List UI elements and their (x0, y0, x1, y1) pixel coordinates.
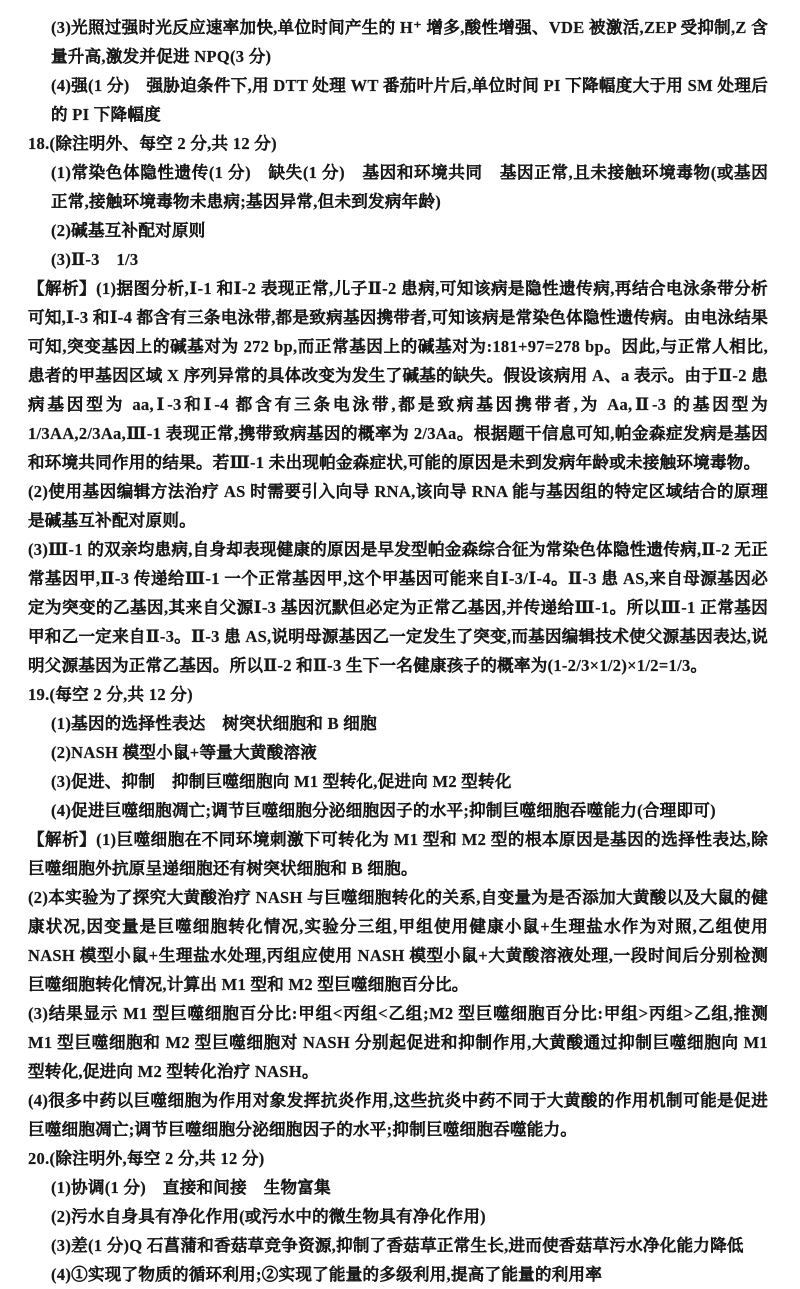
q17-answer-item-3: (3)光照过强时光反应速率加快,单位时间产生的 H⁺ 增多,酸性增强、VDE 被激活,ZEP 受抑制,Z 含量升高,激发并促进 NPQ(3 分) (51, 18, 768, 66)
q19-answer-item-3: (3)促进、抑制 抑制巨噬细胞向 M1 型转化,促进向 M2 型转化 (51, 772, 512, 791)
q19-analysis-paragraph-3: (3)结果显示 M1 型巨噬细胞百分比:甲组<丙组<乙组;M2 型巨噬细胞百分比:甲组>丙组>乙组,推测 M1 型巨噬细胞和 M2 型巨噬细胞对 NASH 分别起促进和抑制作用,大黄酸通过抑制巨噬细胞向 M1 型转化,促进向 M2 型转化治疗 NASH。 (28, 1004, 768, 1081)
q19-analysis-paragraph-1: 【解析】(1)巨噬细胞在不同环境刺激下可转化为 M1 型和 M2 型的根本原因是基因的选择性表达,除巨噬细胞外抗原呈递细胞还有树突状细胞和 B 细胞。 (28, 830, 768, 878)
q19-analysis-paragraph-2: (2)本实验为了探究大黄酸治疗 NASH 与巨噬细胞转化的关系,自变量为是否添加大黄酸以及大鼠的健康状况,因变量是巨噬细胞转化情况,实验分三组,甲组使用健康小鼠+生理盐水作为对照,乙组使用 NASH 模型小鼠+生理盐水处理,丙组应使用 NASH 模型小鼠+大黄酸溶液处理,一段时间后分别检测巨噬细胞转化情况,计算出 M1 型和 M2 型巨噬细胞百分比。 (28, 888, 768, 994)
q18-answer-item-1: (1)常染色体隐性遗传(1 分) 缺失(1 分) 基因和环境共同 基因正常,且未接触环境毒物(或基因正常,接触环境毒物未患病;基因异常,但未到发病年龄) (51, 163, 768, 211)
q18-answer-item-2: (2)碱基互补配对原则 (51, 221, 206, 240)
q18-heading: 18.(除注明外、每空 2 分,共 12 分) (28, 134, 277, 153)
q18-answer-item-3: (3)Ⅱ-3 1/3 (51, 250, 139, 269)
q20-answer-item-2: (2)污水自身具有净化作用(或污水中的微生物具有净化作用) (51, 1207, 486, 1226)
q20-answer-item-1: (1)协调(1 分) 直接和间接 生物富集 (51, 1178, 331, 1197)
q17-answer-item-4: (4)强(1 分) 强胁迫条件下,用 DTT 处理 WT 番茄叶片后,单位时间 PI 下降幅度大于用 SM 处理后的 PI 下降幅度 (51, 76, 768, 124)
q19-answer-item-4: (4)促进巨噬细胞凋亡;调节巨噬细胞分泌细胞因子的水平;抑制巨噬细胞吞噬能力(合理即可) (51, 801, 716, 820)
q18-analysis-paragraph-3: (3)Ⅲ-1 的双亲均患病,自身却表现健康的原因是早发型帕金森综合征为常染色体隐性遗传病,Ⅱ-2 无正常基因甲,Ⅱ-3 传递给Ⅲ-1 一个正常基因甲,这个甲基因可能来自Ⅰ-3/Ⅰ-4。Ⅱ-3 患 AS,来自母源基因必定为突变的乙基因,其来自父源Ⅰ-3 基因沉默但必定为正常乙基因,并传递给Ⅲ-1。所以Ⅲ-1 正常基因甲和乙一定来自Ⅱ-3。Ⅱ-3 患 AS,说明母源基因乙一定发生了突变,而基因编辑技术使父源基因表达,说明父源基因为正常乙基因。所以Ⅱ-2 和Ⅱ-3 生下一名健康孩子的概率为(1-2/3×1/2)×1/2=1/3。 (28, 540, 768, 675)
q18-analysis-paragraph-1: 【解析】(1)据图分析,Ⅰ-1 和Ⅰ-2 表现正常,儿子Ⅱ-2 患病,可知该病是隐性遗传病,再结合电泳条带分析可知,Ⅰ-3 和Ⅰ-4 都含有三条电泳带,都是致病基因携带者,可知该病是常染色体隐性遗传病。由电泳结果可知,突变基因上的碱基对为 272 bp,而正常基因上的碱基对为:181+97=278 bp。因此,与正常人相比,患者的甲基因区域 X 序列异常的具体改变为发生了碱基的缺失。假设该病用 A、a 表示。由于Ⅱ-2 患病基因型为 aa,Ⅰ-3和Ⅰ-4 都含有三条电泳带,都是致病基因携带者,为 Aa,Ⅱ-3 的基因型为 1/3AA,2/3Aa,Ⅲ-1 表现正常,携带致病基因的概率为 2/3Aa。根据题干信息可知,帕金森症发病是基因和环境共同作用的结果。若Ⅲ-1 未出现帕金森症状,可能的原因是未到发病年龄或未接触环境毒物。 (28, 279, 768, 472)
q19-answer-item-1: (1)基因的选择性表达 树突状细胞和 B 细胞 (51, 714, 377, 733)
q18-analysis-paragraph-2: (2)使用基因编辑方法治疗 AS 时需要引入向导 RNA,该向导 RNA 能与基因组的特定区域结合的原理是碱基互补配对原则。 (28, 482, 768, 530)
q19-answer-item-2: (2)NASH 模型小鼠+等量大黄酸溶液 (51, 743, 318, 762)
q20-heading: 20.(除注明外,每空 2 分,共 12 分) (28, 1149, 265, 1168)
q20-answer-item-3: (3)差(1 分)Q 石菖蒲和香菇草竞争资源,抑制了香菇草正常生长,进而使香菇草污水净化能力降低 (51, 1236, 744, 1255)
q19-analysis-paragraph-4: (4)很多中药以巨噬细胞为作用对象发挥抗炎作用,这些抗炎中药不同于大黄酸的作用机制可能是促进巨噬细胞凋亡;调节巨噬细胞分泌细胞因子的水平;抑制巨噬细胞吞噬能力。 (28, 1091, 768, 1139)
q20-answer-item-4: (4)①实现了物质的循环利用;②实现了能量的多级利用,提高了能量的利用率 (51, 1265, 603, 1284)
q19-heading: 19.(每空 2 分,共 12 分) (28, 685, 193, 704)
